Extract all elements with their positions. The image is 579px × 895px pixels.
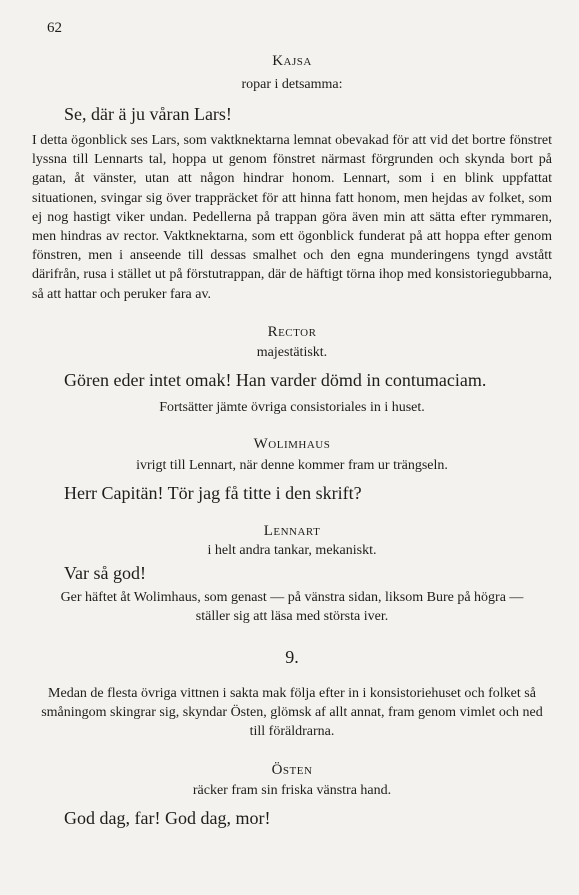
stage-direction-rector-after: Fortsätter jämte övriga consistoriales in i huset. bbox=[159, 399, 425, 415]
stage-paragraph-2: Ger häftet åt Wolimhaus, som genast — på vänstra sidan, liksom Bure på högra — ställer sig att läsa med största iver. bbox=[60, 589, 524, 624]
page-content bbox=[32, 50, 552, 829]
speech-wolimhaus: Herr Capitän! Tör jag få titte i den skrift? bbox=[64, 482, 362, 503]
page-number: 62 bbox=[47, 20, 62, 36]
stage-direction-lennart: i helt andra tankar, mekaniskt. bbox=[207, 542, 377, 558]
section-number: 9. bbox=[285, 646, 299, 667]
stage-paragraph-1: I detta ögonblick ses Lars, som vaktknektarna lemnat obevakad för att vid det bortre fönstret lyssna till Lennarts tal, hoppa ut genom fönstret närmast förgrunden och skynda bort på gatan, åt vänster, utan att någon hindrar honom. Lennart, som i en blink uppfattat situationen, svingar sig över trappräcket för att hinna fatt honom, men hejdas av folket, som ej nog hastigt viker undan. Pedellerna på trappan göra även min att sätta efter rymmaren, men hindras av rector. Vaktknektarna, som ett ögonblick funderat på att hoppa efter genom fönstren, men i anseende till dessas smalhet och den egna munderingens tyngd avstått därifrån, rusa i stället ut på förstutrappan, där de häftigt törna ihop med konsistoriegubbarna, så att hattar och peruker fara av. bbox=[32, 133, 552, 302]
speaker-rector: Rector bbox=[267, 323, 317, 340]
stage-direction-rector: majestätiskt. bbox=[256, 344, 328, 360]
stage-direction-wolimhaus: ivrigt till Lennart, när denne kommer fram ur trängseln. bbox=[136, 457, 448, 473]
speech-lennart: Var så god! bbox=[64, 562, 146, 583]
stage-paragraph-3: Medan de flesta övriga vittnen i sakta mak följa efter in i konsistoriehuset och folket så småningom skingrar sig, skyndar Östen, glömsk af allt annat, fram genom vimlet och ned till föräldrarna. bbox=[41, 685, 543, 739]
speaker-wolimhaus: Wolimhaus bbox=[253, 435, 331, 452]
stage-direction-kajsa: ropar i detsamma: bbox=[241, 77, 343, 92]
speech-rector: Gören eder intet omak! Han varder dömd in contumaciam. bbox=[64, 369, 487, 390]
speaker-lennart: Lennart bbox=[263, 522, 321, 539]
speaker-osten: Östen bbox=[271, 761, 313, 778]
speaker-kajsa: Kajsa bbox=[272, 53, 312, 69]
stage-direction-osten: räcker fram sin friska vänstra hand. bbox=[192, 782, 392, 798]
speech-osten: God dag, far! God dag, mor! bbox=[64, 807, 271, 828]
speech-kajsa: Se, där ä ju våran Lars! bbox=[64, 104, 232, 124]
